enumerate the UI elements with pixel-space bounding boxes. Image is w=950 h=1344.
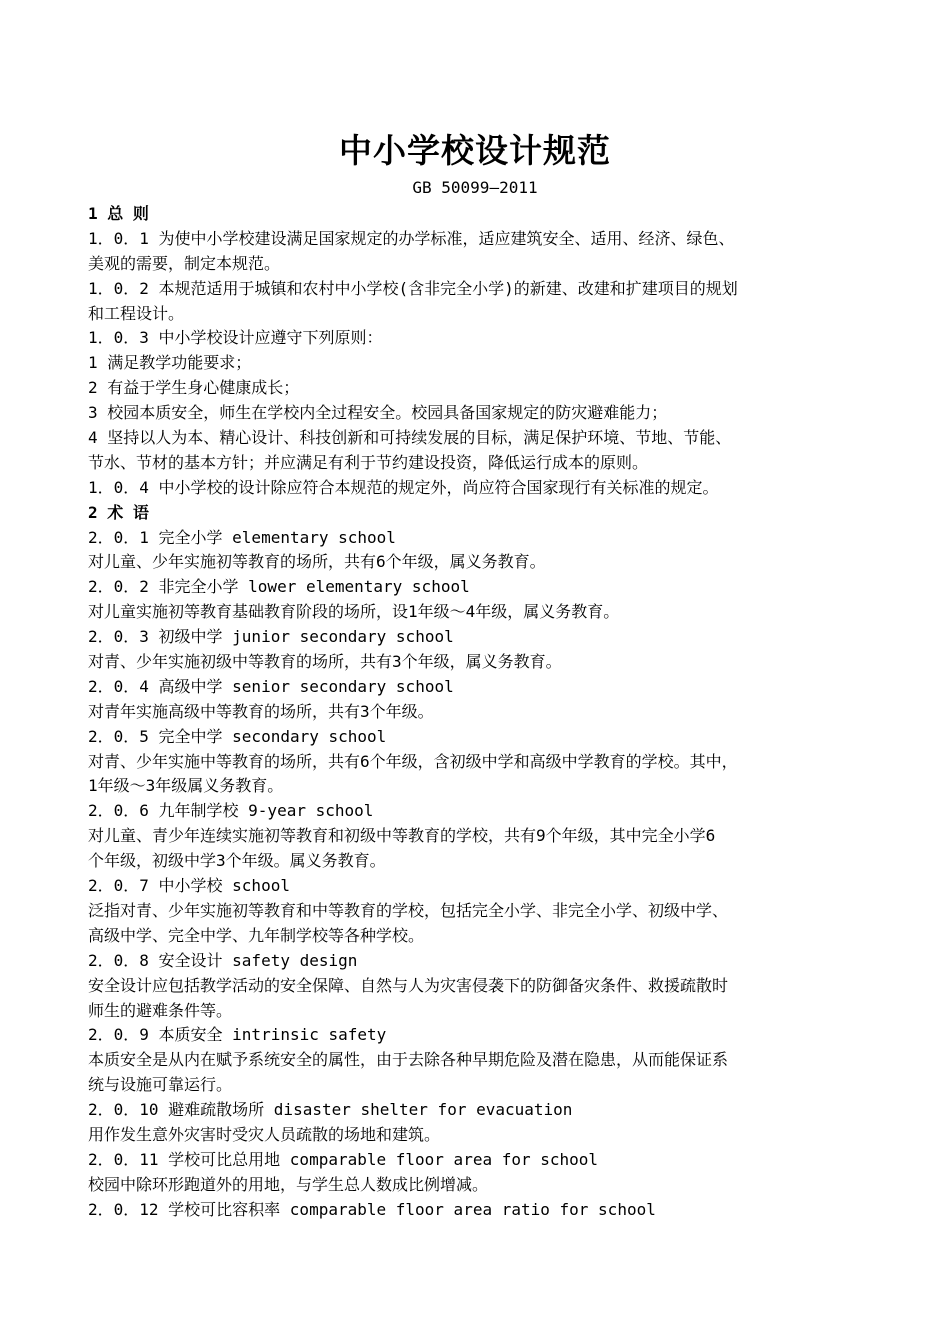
- text-line: 校园中除环形跑道外的用地，与学生总人数成比例增减。: [88, 1174, 489, 1194]
- text-line: 2．0．7 中小学校 school: [88, 876, 290, 896]
- text-line: 个年级，初级中学3个年级。属义务教育。: [88, 851, 386, 871]
- document-body: [88, 202, 888, 1223]
- text-line: 2．0．1 完全小学 elementary school: [88, 527, 396, 547]
- text-line: 3 校园本质安全，师生在学校内全过程安全。校园具备国家规定的防灾避难能力；: [88, 403, 668, 423]
- text-line: 泛指对青、少年实施初等教育和中等教育的学校，包括完全小学、非完全小学、初级中学、: [88, 900, 729, 920]
- text-line: 2．0．12 学校可比容积率 comparable floor area ratio for school: [88, 1199, 656, 1219]
- text-line: 2．0．9 本质安全 intrinsic safety: [88, 1025, 387, 1045]
- document-title: 中小学校设计规范: [339, 131, 611, 170]
- text-line: 2．0．5 完全中学 secondary school: [88, 726, 387, 746]
- text-line: 对儿童、少年实施初等教育的场所，共有6个年级，属义务教育。: [88, 552, 546, 572]
- standard-code: GB 50099—2011: [412, 178, 538, 197]
- text-line: 和工程设计。: [88, 303, 185, 323]
- text-line: 美观的需要，制定本规范。: [88, 253, 281, 273]
- text-line: 统与设施可靠运行。: [88, 1075, 233, 1095]
- text-line: 2．0．3 初级中学 junior secondary school: [88, 627, 454, 647]
- text-line: 对儿童实施初等教育基础教育阶段的场所，设1年级～4年级，属义务教育。: [88, 602, 620, 622]
- text-line: 1．0．3 中小学校设计应遵守下列原则：: [88, 328, 383, 348]
- text-line: 2．0．6 九年制学校 9-year school: [88, 801, 374, 821]
- text-line: 2．0．2 非完全小学 lower elementary school: [88, 577, 470, 597]
- section-heading: 1 总 则: [88, 204, 149, 223]
- text-line: 对青、少年实施中等教育的场所，共有6个年级，含初级中学和高级中学教育的学校。其中，: [88, 751, 738, 771]
- text-line: 2．0．4 高级中学 senior secondary school: [88, 676, 454, 696]
- text-line: 1年级～3年级属义务教育。: [88, 776, 284, 796]
- text-line: 节水、节材的基本方针；并应满足有利于节约建设投资，降低运行成本的原则。: [88, 452, 649, 472]
- text-line: 安全设计应包括教学活动的安全保障、自然与人为灾害侵袭下的防御备灾条件、救援疏散时: [88, 975, 729, 995]
- section-heading: 2 术 语: [88, 502, 149, 522]
- text-line: 1．0．1 为使中小学校建设满足国家规定的办学标准，适应建筑安全、适用、经济、绿色、: [88, 228, 735, 248]
- text-line: 对青年实施高级中等教育的场所，共有3个年级。: [88, 701, 434, 721]
- text-line: 本质安全是从内在赋予系统安全的属性，由于去除各种早期危险及潜在隐患，从而能保证系: [88, 1050, 729, 1070]
- text-line: 高级中学、完全中学、九年制学校等各种学校。: [88, 925, 425, 945]
- text-line: 1．0．2 本规范适用于城镇和农村中小学校(含非完全小学)的新建、改建和扩建项目的规划: [88, 278, 738, 298]
- text-line: 2．0．8 安全设计 safety design: [88, 950, 358, 970]
- text-line: 2 有益于学生身心健康成长；: [88, 378, 300, 398]
- text-line: 对青、少年实施初级中等教育的场所，共有3个年级，属义务教育。: [88, 652, 562, 672]
- text-line: 4 坚持以人为本、精心设计、科技创新和可持续发展的目标，满足保护环境、节地、节能、: [88, 428, 732, 448]
- text-line: 师生的避难条件等。: [88, 1000, 233, 1020]
- text-line: 1．0．4 中小学校的设计除应符合本规范的规定外，尚应符合国家现行有关标准的规定。: [88, 477, 719, 497]
- text-line: 对儿童、青少年连续实施初等教育和初级中等教育的学校，共有9个年级，其中完全小学6: [88, 826, 716, 846]
- text-line: 用作发生意外灾害时受灾人员疏散的场地和建筑。: [88, 1124, 441, 1144]
- text-line: 2．0．10 避难疏散场所 disaster shelter for evacuation: [88, 1100, 573, 1120]
- text-line: 1 满足教学功能要求；: [88, 353, 252, 373]
- text-line: 2．0．11 学校可比总用地 comparable floor area for school: [88, 1149, 599, 1169]
